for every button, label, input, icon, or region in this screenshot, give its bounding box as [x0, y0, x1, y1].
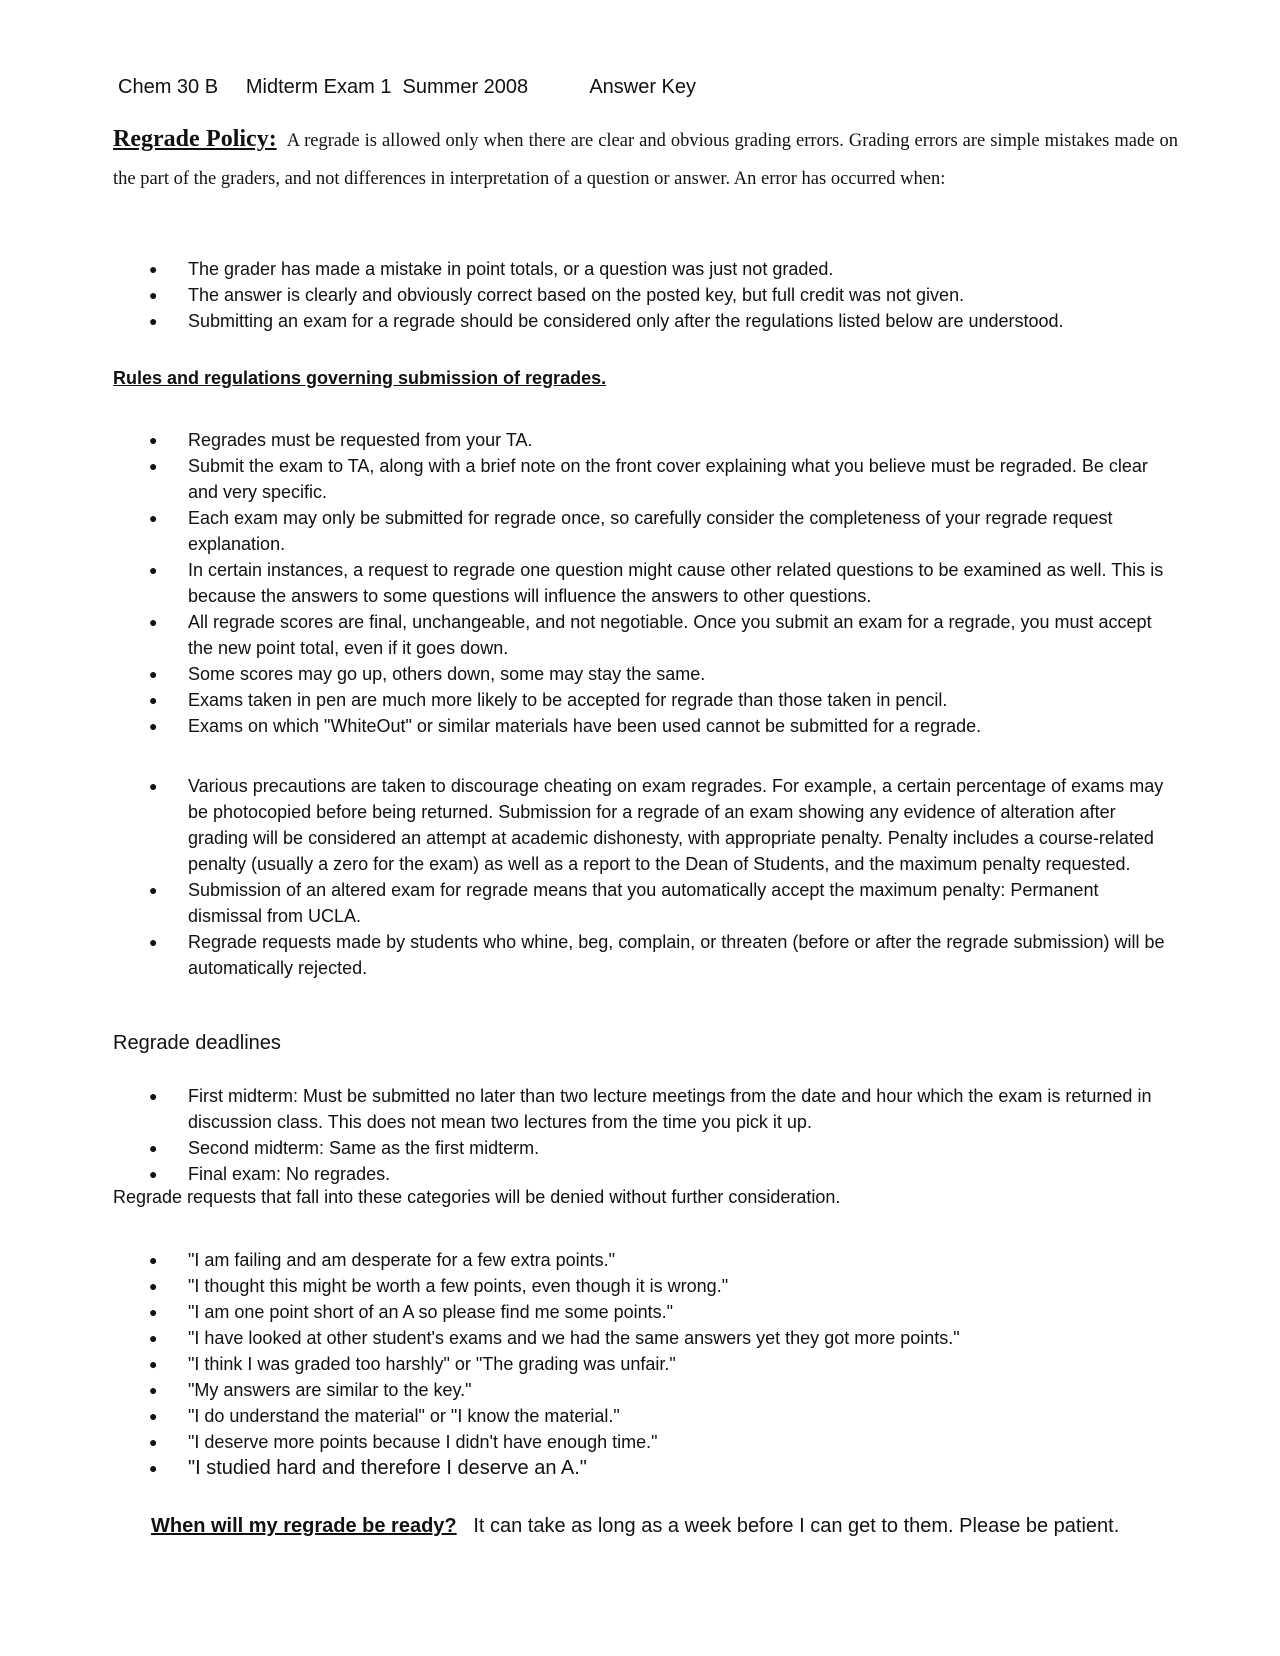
list-item: ● Exams on which "WhiteOut" or similar materials have been used cannot be submitted for a regrade. [149, 716, 982, 736]
list-item: ● Second midterm: Same as the first midterm. [149, 1138, 540, 1158]
answer-key-label: Answer Key [589, 76, 697, 98]
regrade-policy [113, 120, 1178, 198]
list-item: ● First midterm: Must be submitted no later than two lecture meetings from the date and hour which the exam is returned in discussion class. This does not mean two lectures from the time you pick it up. [149, 1086, 1152, 1132]
list-item: ● Regrade requests made by students who whine, beg, complain, or threaten (before or after the regrade submission) will be automatically rejected. [149, 932, 1165, 978]
list-item: ● "I deserve more points because I didn't have enough time." [149, 1432, 658, 1452]
deadlines-heading: Regrade deadlines [113, 1032, 281, 1054]
list-item: ● Various precautions are taken to discourage cheating on exam regrades. For example, a certain percentage of exams may be photocopied before being returned. Submission for a regrade of an exam showing any evidence of alteration after grading will be considered an attempt at academic dishonesty, with appropriate penalty. Penalty includes a course-related penalty (usually a zero for the exam) as well as a report to the Dean of Students, and the maximum penalty requested. [149, 776, 1164, 874]
list-item: ● "I am one point short of an A so please find me some points." [149, 1302, 674, 1322]
list-item: ● Exams taken in pen are much more likely to be accepted for regrade than those taken in pencil. [149, 690, 948, 710]
list-item: ● All regrade scores are final, unchangeable, and not negotiable. Once you submit an exam for a regrade, you must accept the new point total, even if it goes down. [149, 612, 1152, 658]
list-item: ● In certain instances, a request to regrade one question might cause other related questions to be examined as well. This is because the answers to some questions will influence the answers to other questions. [149, 560, 1164, 606]
list-item: ● "My answers are similar to the key." [149, 1380, 472, 1400]
list-item: ● "I do understand the material" or "I know the material." [149, 1406, 620, 1426]
rules-list-2 [113, 773, 1173, 981]
course-name: Chem 30 B [118, 76, 219, 98]
denied-intro: Regrade requests that fall into these categories will be denied without further consideration. [113, 1187, 841, 1207]
list-item: ● Final exam: No regrades. [149, 1164, 391, 1184]
closing-answer: It can take as long as a week before I can get to them. Please be patient. [473, 1515, 1120, 1537]
policy-text: A regrade is allowed only when there are clear and obvious grading errors. Grading errors are simple mistakes made on the part of the graders, and not differences in interpretation of a question or answer. An error has occurred when: [113, 131, 1178, 189]
rules-list-1 [113, 427, 1173, 739]
error-list [113, 256, 1173, 334]
closing-line [151, 1515, 1119, 1538]
list-item: ● The grader has made a mistake in point totals, or a question was just not graded. [149, 259, 834, 279]
list-item: ● Submitting an exam for a regrade should be considered only after the regulations listed below are understood. [149, 311, 1064, 331]
closing-question: When will my regrade be ready? [151, 1515, 457, 1537]
list-item: ● Regrades must be requested from your TA. [149, 430, 533, 450]
list-item: ● The answer is clearly and obviously correct based on the posted key, but full credit was not given. [149, 285, 965, 305]
list-item: ● Submission of an altered exam for regrade means that you automatically accept the maximum penalty: Permanent dismissal from UCLA. [149, 880, 1099, 926]
list-item: ● Some scores may go up, others down, some may stay the same. [149, 664, 706, 684]
list-item: ● "I thought this might be worth a few points, even though it is wrong." [149, 1276, 729, 1296]
list-item: ● "I studied hard and therefore I deserve an A." [149, 1457, 587, 1479]
page-header [118, 76, 696, 99]
list-item: ● "I think I was graded too harshly" or "The grading was unfair." [149, 1354, 676, 1374]
list-item: ● "I have looked at other student's exams and we had the same answers yet they got more points." [149, 1328, 960, 1348]
list-item: ● "I am failing and am desperate for a few extra points." [149, 1250, 615, 1270]
policy-title: Regrade Policy: [113, 126, 277, 152]
rules-heading: Rules and regulations governing submission of regrades. [113, 368, 607, 388]
exam-title: Midterm Exam 1 Summer 2008 [245, 76, 529, 98]
list-item: ● Each exam may only be submitted for regrade once, so carefully consider the completeness of your regrade request explanation. [149, 508, 1113, 554]
list-item: ● Submit the exam to TA, along with a brief note on the front cover explaining what you believe must be regraded. Be clear and very specific. [149, 456, 1148, 502]
deadlines-list [113, 1083, 1173, 1187]
denied-list [113, 1247, 1173, 1481]
